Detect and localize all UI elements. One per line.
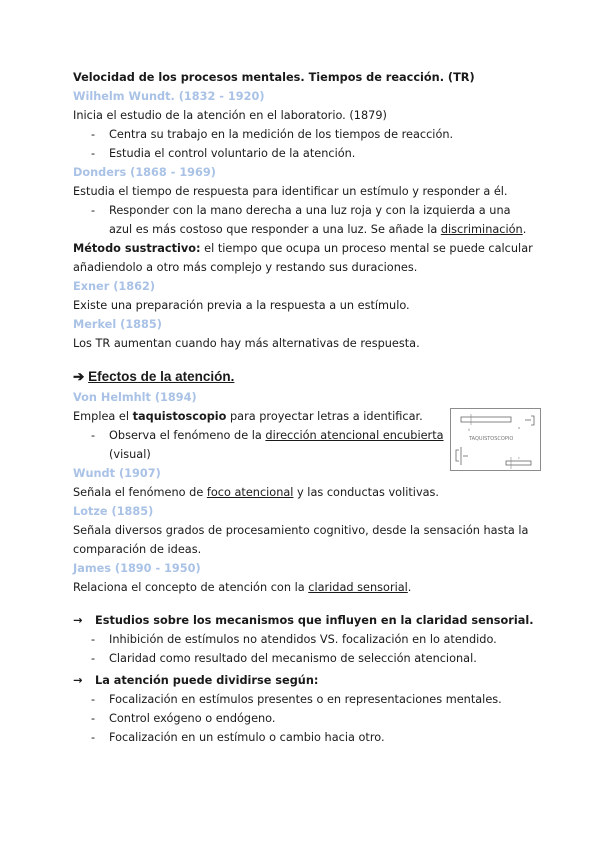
doc-title: Velocidad de los procesos mentales. Tiempos de reacción. (TR): [73, 71, 475, 84]
paragraph: Relaciona el concepto de atención con la claridad sensorial.: [73, 581, 412, 594]
paragraph: Estudia el tiempo de respuesta para identificar un estímulo y responder a él.: [73, 185, 508, 198]
list-item: - Observa el fenómeno de la dirección atencional encubierta: [91, 429, 444, 442]
paragraph: Los TR aumentan cuando hay más alternativas de respuesta.: [73, 337, 420, 350]
list-item: - Responder con la mano derecha a una luz roja y con la izquierda a una: [91, 204, 511, 217]
list-item: - Focalización en un estímulo o cambio hacia otro.: [91, 731, 385, 744]
paragraph: Señala el fenómeno de foco atencional y las conductas volitivas.: [73, 486, 440, 499]
list-item: - Claridad como resultado del mecanismo de selección atencional.: [91, 652, 477, 665]
svg-text:a: a: [518, 426, 521, 430]
author-wundt-1832: Wilhelm Wundt. (1832 - 1920): [73, 90, 265, 103]
author-james: James (1890 - 1950): [73, 562, 201, 575]
list-item-continuation: azul es más costoso que responder a una luz. Se añade la discriminación.: [109, 223, 527, 236]
svg-text:0: 0: [468, 428, 471, 432]
tachistoscope-diagram: [451, 409, 540, 470]
list-item: - Inhibición de estímulos no atendidos VS. focalización en lo atendido.: [91, 633, 497, 646]
heading-divide: → La atención puede dividirse según:: [73, 671, 533, 690]
author-helmholtz: Von Helmhlt (1894): [73, 391, 197, 404]
list-item: - Centra su trabajo en la medición de los tiempos de reacción.: [91, 128, 454, 141]
author-exner: Exner (1862): [73, 280, 155, 293]
author-donders: Donders (1868 - 1969): [73, 166, 216, 179]
list-item: - Focalización en estímulos presentes o en representaciones mentales.: [91, 693, 502, 706]
list-item: - Control exógeno o endógeno.: [91, 712, 276, 725]
paragraph-continuation: comparación de ideas.: [73, 543, 202, 556]
author-wundt-1907: Wundt (1907): [73, 467, 161, 480]
section-heading-efectos: ➔ Efectos de la atención.: [73, 369, 235, 384]
author-merkel: Merkel (1885): [73, 318, 162, 331]
list-item-continuation: (visual): [109, 448, 151, 461]
arrow-icon: →: [73, 674, 83, 687]
svg-text:c: c: [518, 456, 520, 460]
arrow-icon: ➔: [73, 369, 85, 384]
author-lotze: Lotze (1885): [73, 505, 154, 518]
paragraph: Señala diversos grados de procesamiento cognitivo, desde la sensación hasta la: [73, 524, 529, 537]
tachistoscope-label: TAQUISTOSCOPIO: [469, 436, 514, 442]
list-item: - Estudia el control voluntario de la atención.: [91, 147, 356, 160]
paragraph: Inicia el estudio de la atención en el laboratorio. (1879): [73, 109, 387, 122]
arrow-icon: →: [73, 614, 83, 627]
paragraph: Emplea el taquistoscopio para proyectar letras a identificar.: [73, 410, 423, 423]
heading-estudios: → Estudios sobre los mecanismos que influyen en la claridad sensorial.: [73, 611, 533, 630]
paragraph: Existe una preparación previa a la respuesta a un estímulo.: [73, 299, 410, 312]
tachistoscope-image: [450, 408, 541, 471]
paragraph-metodo: Método sustractivo: el tiempo que ocupa un proceso mental se puede calcular: [73, 242, 533, 255]
paragraph-continuation: añadiendolo a otro más complejo y restando sus duraciones.: [73, 261, 418, 274]
